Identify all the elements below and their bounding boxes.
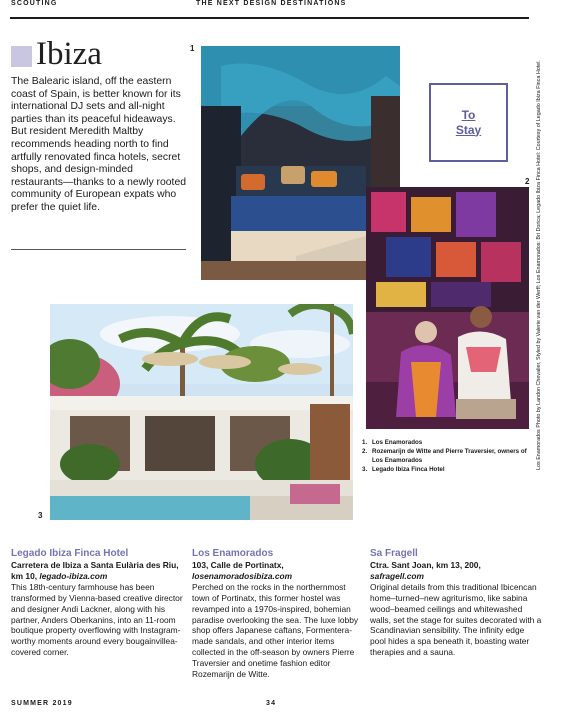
intro-rule [11, 249, 186, 250]
section-label: SCOUTING [11, 0, 58, 7]
listing-address: Ctra. Sant Joan, km 13, 200, [370, 560, 481, 570]
listing-los-enamorados [192, 548, 364, 680]
title-square-icon [11, 46, 32, 67]
header-rule [10, 17, 529, 19]
photo-hotel-image [50, 304, 353, 520]
listing-name: Los Enamorados [192, 548, 274, 559]
listing-name: Legado Ibiza Finca Hotel [11, 548, 129, 559]
listing-address: Carretera de Ibiza a Santa Eulària des Riu, km 10, [11, 560, 179, 581]
caption-item [362, 438, 532, 447]
listing-body: Perched on the rocks in the northernmost town of Portinatx, this former hostel was revamped into a 1970s-inspired, bohemian paradise overlooking the sea. The luxe lobby shop offers Japanese caftans, Formentera-made sandals, and other interior items collected in the off-season by owners Pierre Traversier and onetime fashion editor Rozemarijn de Witte. [192, 581, 359, 680]
listing-legado [11, 548, 183, 658]
photo-number-2: 2 [525, 177, 530, 186]
listing-name: Sa Fragell [370, 548, 418, 559]
photo-hotel [50, 304, 353, 520]
caption-text: Legado Ibiza Finca Hotel [372, 466, 445, 473]
listing-address: 103, Calle de Portinatx, [192, 560, 284, 570]
listing-body: This 18th-century farmhouse has been transformed by Vienna-based creative director and designer Andi Lackner, along with his partner, Anders Oberkanins, into an 11-room boutique property overflowing with Instagram-worthy moments around every bougainvillea-covered corner. [11, 581, 183, 658]
to-stay-label: To Stay [455, 107, 482, 137]
photo-captions [362, 438, 532, 474]
footer-page-number: 34 [266, 700, 277, 707]
listing-url[interactable]: safragell.com [370, 570, 424, 581]
intro-paragraph: The Balearic island, off the eastern coast of Spain, is better known for its international DJ sets and all-night parties than its peaceful hideaways. But resident Meredith Maltby recommends heading north to find artfully renovated finca hotels, secret shops, and design-minded restaurants—thanks to a newly rooted community of European expats who prefer the quiet life. [11, 76, 187, 213]
caption-number: 3. [362, 466, 368, 473]
intro-text [11, 76, 186, 215]
listing-body: Original details from this traditional Ibicencan home–turned–new agriturismo, like sabina wood–beamed ceilings and whitewashed walls, set the stage for suites decorated with a Scandinavian sensibility. The infinity edge pool hides a spa beneath it, boasting water therapies and a sauna. [370, 581, 542, 658]
caption-item [362, 447, 532, 465]
photo-credit: Los Enamorados Photo by Landon Chevalier, Styled by Valerie van der Werff; Los Enamorados: Bri Dorica; Legado Ibiza Finca Hotel: Courtesy of Legado Ibiza Finca Hotel. [536, 60, 542, 470]
listing-sa-fragell [370, 548, 542, 658]
caption-number: 2. [362, 448, 368, 455]
to-stay-box [429, 83, 508, 162]
photo-owners-image [366, 187, 529, 429]
caption-item [362, 465, 532, 474]
footer-issue: SUMMER 2019 [11, 700, 73, 707]
photo-owners [366, 187, 529, 429]
photo-number-1: 1 [190, 44, 195, 53]
running-title: THE NEXT DESIGN DESTINATIONS [196, 0, 347, 7]
listing-url[interactable]: legado-ibiza.com [39, 570, 108, 581]
caption-text: Los Enamorados [372, 439, 423, 446]
listing-url[interactable]: losenamoradosibiza.com [192, 570, 293, 581]
page-title: Ibiza [36, 36, 102, 72]
photo-number-3: 3 [38, 511, 43, 520]
caption-text: Rozemarijn de Witte and Pierre Traversier, owners of Los Enamorados [372, 448, 527, 464]
caption-number: 1. [362, 439, 368, 446]
